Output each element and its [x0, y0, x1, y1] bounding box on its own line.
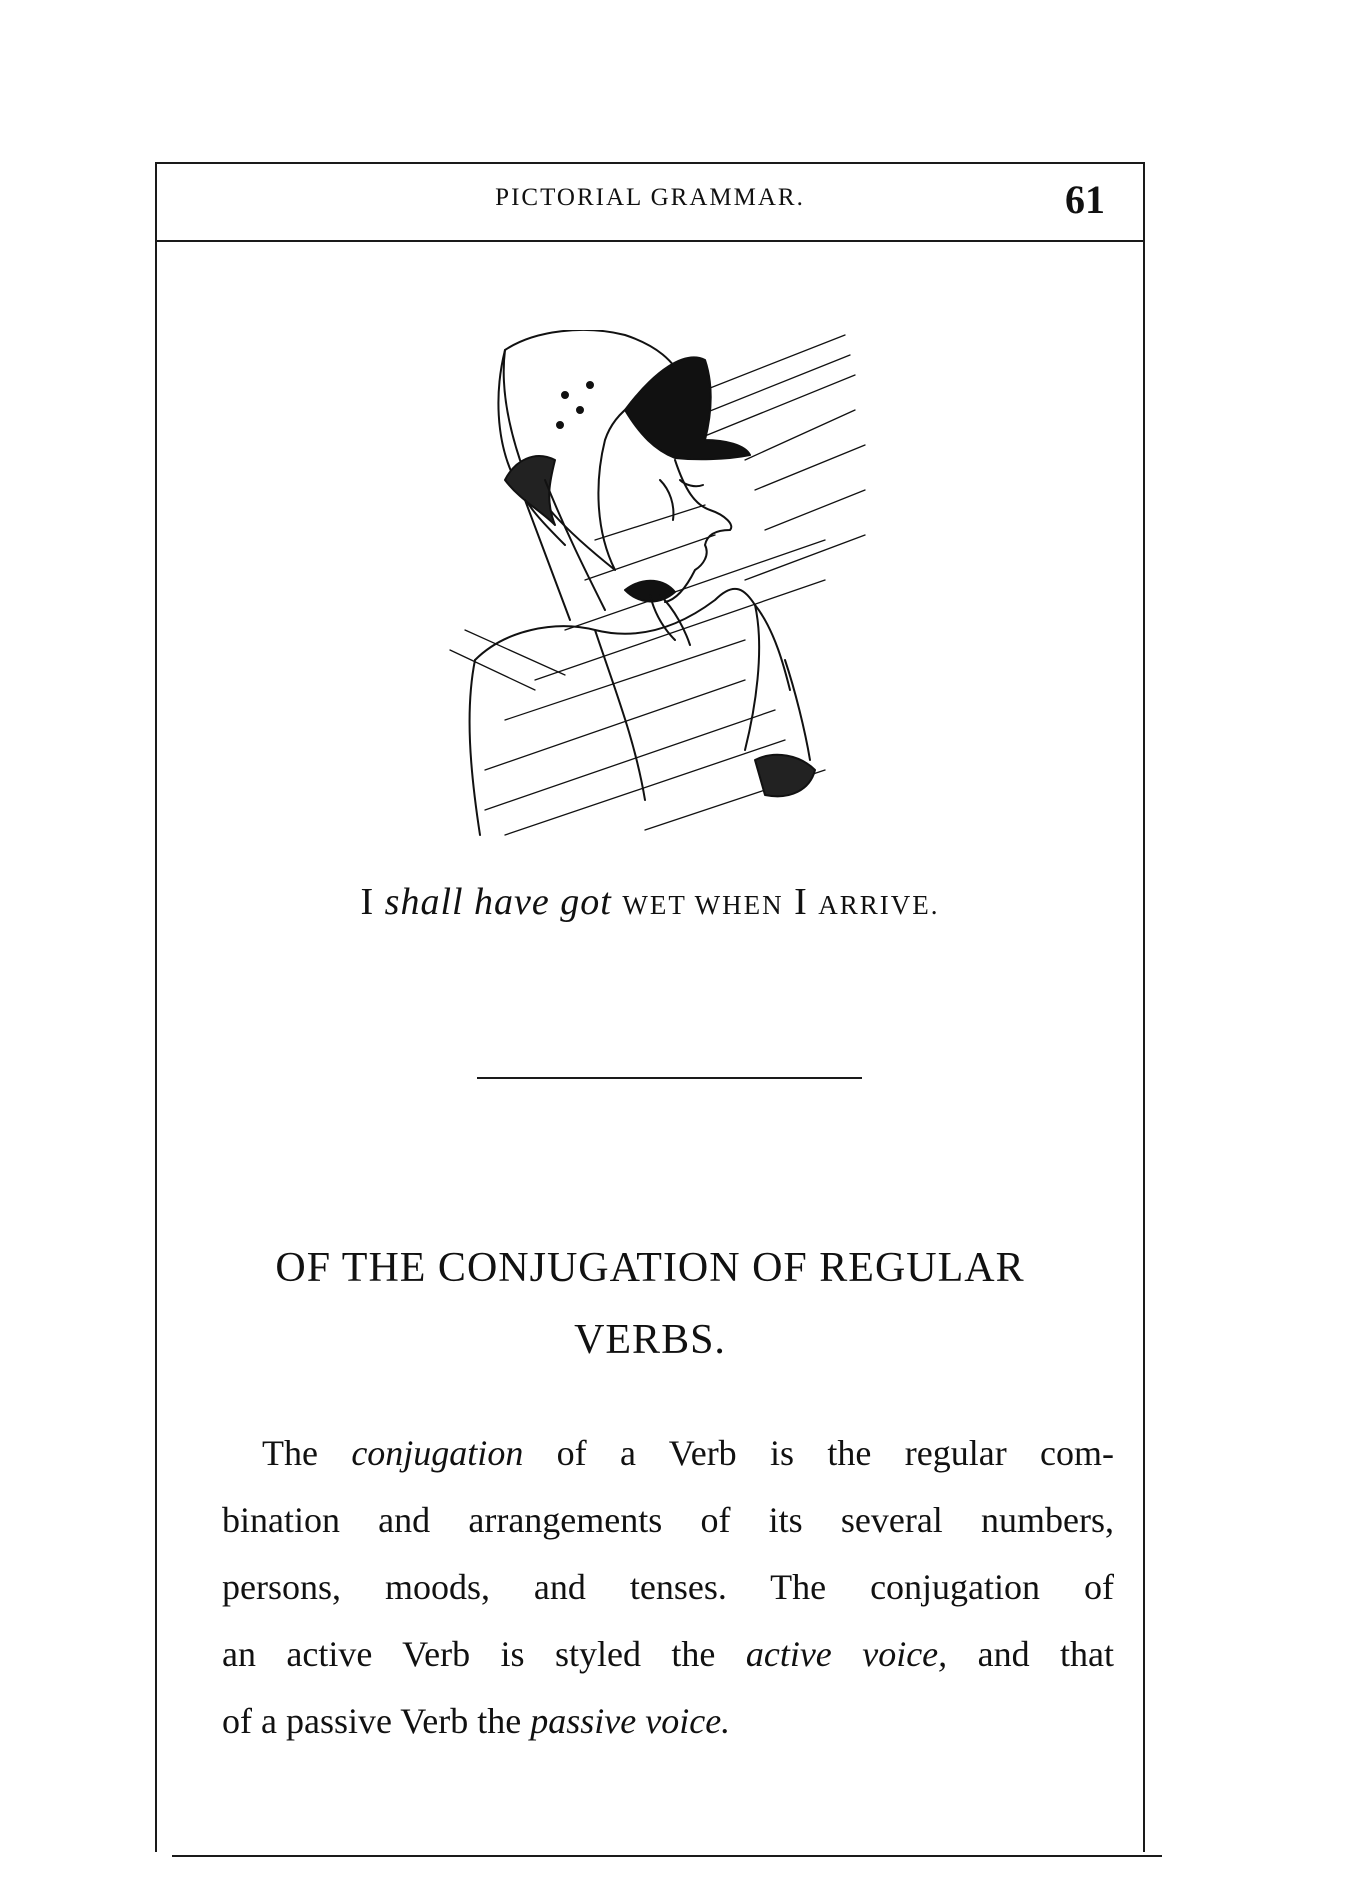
body-text: of a Verb is the regular com-	[556, 1433, 1115, 1473]
caption-word: I	[794, 881, 808, 923]
section-heading	[155, 1232, 1145, 1376]
body-line: bination and arrangements of its several numbers,	[222, 1500, 1114, 1540]
page-number: 61	[1065, 177, 1105, 222]
body-text: an active Verb is styled the	[222, 1634, 716, 1674]
caption-word: I	[360, 881, 375, 923]
body-line	[222, 1420, 1114, 1487]
body-line	[222, 1621, 1114, 1688]
body-line: persons, moods, and tenses. The conjugation of	[222, 1567, 1114, 1607]
body-italic: conjugation	[351, 1433, 524, 1473]
body-text: of a passive Verb the	[222, 1701, 522, 1741]
illustration-caption	[155, 880, 1145, 924]
body-line	[222, 1688, 1114, 1755]
caption-smallcaps: ARRIVE.	[818, 890, 940, 920]
section-divider	[477, 1077, 862, 1079]
body-text: The	[262, 1433, 318, 1473]
running-title: PICTORIAL GRAMMAR.	[495, 184, 805, 211]
body-italic: active voice,	[745, 1634, 948, 1674]
caption-smallcaps: WET WHEN	[622, 890, 784, 920]
heading-line: VERBS.	[574, 1317, 726, 1363]
bottom-rule	[172, 1855, 1162, 1857]
running-header	[155, 162, 1145, 242]
body-paragraph	[222, 1420, 1114, 1755]
body-italic: passive voice.	[530, 1701, 731, 1741]
body-text: and that	[977, 1634, 1114, 1674]
hooded-woman-illustration	[445, 330, 885, 850]
caption-italic-phrase: shall have got	[384, 881, 612, 923]
heading-line: OF THE CONJUGATION OF REGULAR	[275, 1245, 1025, 1291]
